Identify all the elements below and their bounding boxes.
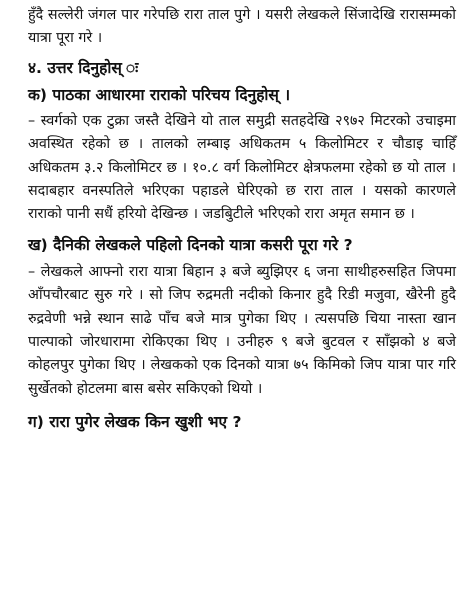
section-heading: ४. उत्तर दिनुहोस् ः: [28, 58, 139, 77]
question-ka-answer: – स्वर्गको एक टुक्रा जस्तै देखिने यो ताल समुद्री सतहदेखि २९७२ मिटरको उचाइमा अवस्थित रहेको छ । तालको लम्बाइ अधिकतम ५ किलोमिटर र चौडाइ चाहिँ अधिकतम ३.२ किलोमिटर छ । १०.८ वर्ग किलोमिटर क्षेत्रफलमा रहेको छ यो ताल । सदाबहार वनस्पतिले भरिएका पहाडले घेरिएको छ रारा ताल । यसको कारणले राराको पानी सधैं हरियो देखिन्छ । जडबिुटीले भरिएको रारा अमृत समान छ ।: [28, 112, 456, 223]
question-kha-heading: ख) दैनिकी लेखकले पहिलो दिनको यात्रा कसरी पूरा गरे ?: [28, 235, 353, 254]
question-kha-answer: – लेखकले आफ्नो रारा यात्रा बिहान ३ बजे ब्युझिएर ६ जना साथीहरुसहित जिपमा आँपचौरबाट सुरु गरे । सो जिप रुद्रमती नदीको किनार हुदै रिडी मजुवा, खैरेनी हुदै रुद्रवेणी भन्ने स्थान साढे पाँच बजे मात्र पुगेका थिए । त्यसपछि चिया नास्ता खान पाल्पाको जोरधारामा रोकिएका थिए । उनीहरु ९ बजे बुटवल र साँझको ४ बजे कोहलपुर पुगेका थिए । लेखकको एक दिनको यात्रा ७५ किमिको जिप यात्रा पार गरि सुर्खेतको होटलमा बास बसेर सकिएको थियो ।: [28, 263, 456, 397]
question-ka-heading: क) पाठका आधारमा राराको परिचय दिनुहोस् ।: [28, 85, 291, 104]
intro-paragraph: हुँदै सल्लेरी जंगल पार गरेपछि रारा ताल पुगे । यसरी लेखकले सिंजादेखि रारासम्मको यात्रा पूरा गरे ।: [28, 7, 456, 47]
question-ga-heading: ग) रारा पुगेर लेखक किन खुशी भए ?: [28, 413, 242, 432]
